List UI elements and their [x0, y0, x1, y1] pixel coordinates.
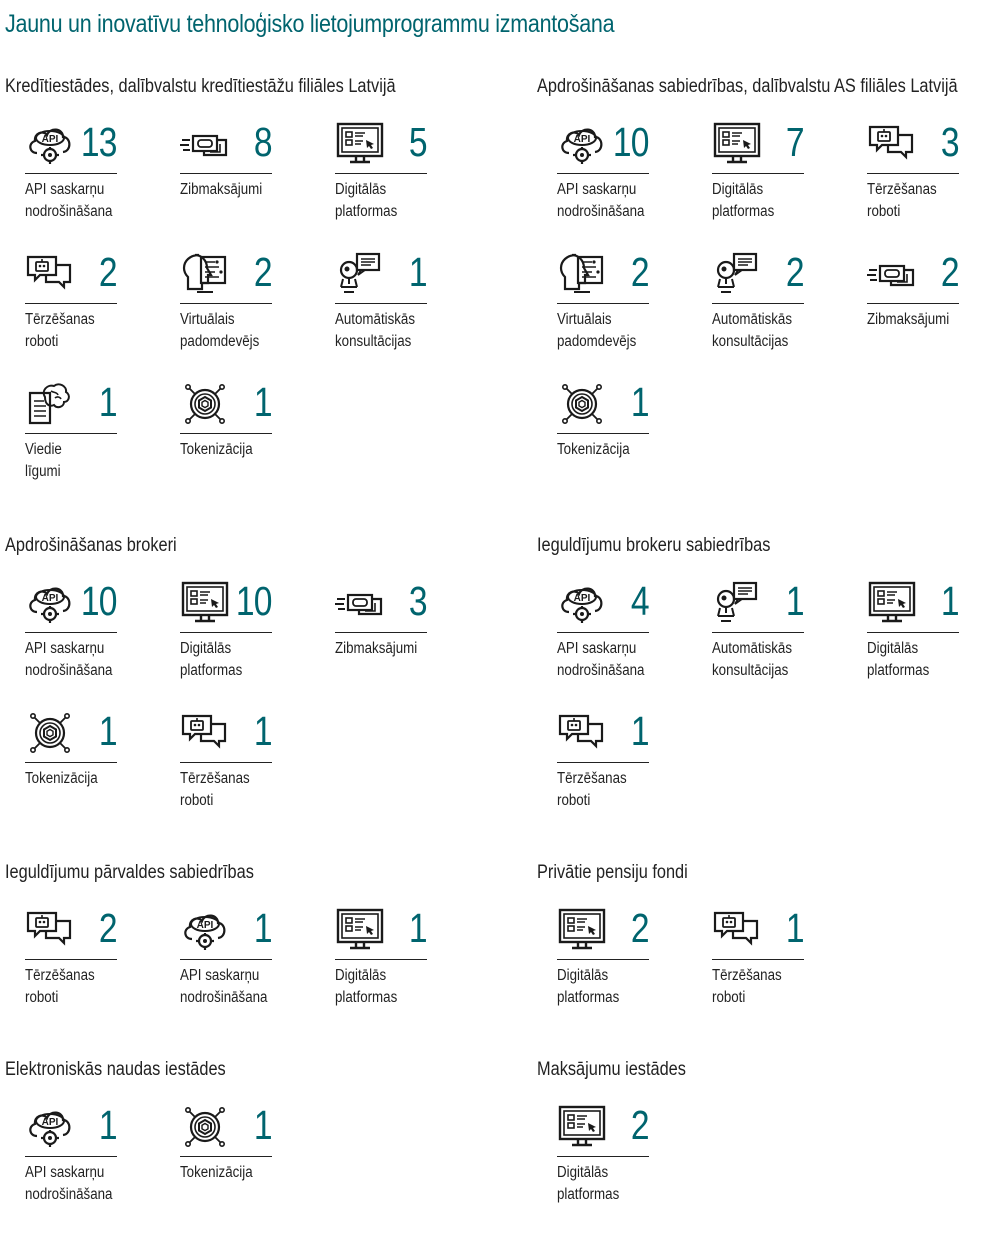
- divider: [557, 959, 649, 960]
- section-title: Ieguldījumu brokeru sabiedrības: [537, 535, 771, 556]
- stat-label: Zibmaksājumi: [335, 640, 418, 657]
- automated-advice-icon: [712, 251, 762, 297]
- api-cloud-icon: [180, 907, 230, 953]
- section-title: Kredītiestādes, dalībvalstu kredītiestāžu filiāles Latvijā: [5, 76, 396, 97]
- virtual-advisor-icon: [180, 251, 230, 297]
- stat-value: 1: [786, 905, 804, 951]
- stat-label: Digitālās platformas: [180, 640, 243, 679]
- virtual-advisor-icon: [557, 251, 607, 297]
- divider: [557, 762, 649, 763]
- section-title: Apdrošināšanas brokeri: [5, 535, 177, 556]
- stat-value: 10: [613, 119, 649, 165]
- tokenization-icon: [25, 710, 75, 756]
- divider: [557, 433, 649, 434]
- stat-label: API saskarņu nodrošināšana: [557, 640, 645, 679]
- stat-label: Virtuālais padomdevējs: [180, 311, 260, 350]
- stat-label: Tokenizācija: [180, 1164, 253, 1181]
- stat-label: Zibmaksājumi: [867, 311, 950, 328]
- automated-advice-icon: [335, 251, 385, 297]
- chatbot-icon: [25, 907, 75, 953]
- stat-label: Automātiskās konsultācijas: [335, 311, 416, 350]
- digital-platform-icon: [712, 121, 762, 167]
- digital-platform-icon: [557, 907, 607, 953]
- stat-value: 1: [254, 379, 272, 425]
- section-title: Apdrošināšanas sabiedrības, dalībvalstu AS filiāles Latvijā: [537, 76, 958, 97]
- stat-label: Digitālās platformas: [712, 181, 775, 220]
- stat-label: Digitālās platformas: [335, 181, 398, 220]
- digital-platform-icon: [867, 580, 917, 626]
- divider: [25, 1156, 117, 1157]
- divider: [180, 632, 272, 633]
- payment-transfer-icon: [180, 121, 230, 167]
- stat-value: 4: [631, 578, 649, 624]
- svg-text:API: API: [41, 593, 59, 604]
- stat-value: 7: [786, 119, 804, 165]
- stat-label: Automātiskās konsultācijas: [712, 640, 793, 679]
- stat-value: 2: [631, 1102, 649, 1148]
- svg-text:API: API: [573, 134, 591, 145]
- stat-label: Tokenizācija: [557, 441, 630, 458]
- divider: [25, 762, 117, 763]
- stat-value: 3: [409, 578, 427, 624]
- payment-transfer-icon: [335, 580, 385, 626]
- stat-value: 2: [786, 249, 804, 295]
- stat-value: 2: [254, 249, 272, 295]
- stat-value: 1: [99, 1102, 117, 1148]
- api-cloud-icon: [557, 121, 607, 167]
- stat-value: 1: [99, 708, 117, 754]
- svg-text:API: API: [573, 593, 591, 604]
- divider: [180, 959, 272, 960]
- stat-label: Tērzēšanas roboti: [25, 967, 95, 1006]
- svg-text:API: API: [196, 920, 214, 931]
- section-title: Ieguldījumu pārvaldes sabiedrības: [5, 862, 254, 883]
- stat-label: Tērzēšanas roboti: [557, 770, 627, 809]
- divider: [867, 173, 959, 174]
- digital-platform-icon: [335, 121, 385, 167]
- divider: [25, 433, 117, 434]
- stat-label: Viedie līgumi: [25, 441, 62, 480]
- stat-value: 2: [631, 249, 649, 295]
- stat-label: Digitālās platformas: [867, 640, 930, 679]
- divider: [712, 303, 804, 304]
- tokenization-icon: [557, 381, 607, 427]
- stat-label: Digitālās platformas: [557, 967, 620, 1006]
- stat-value: 1: [409, 249, 427, 295]
- payment-transfer-icon: [867, 251, 917, 297]
- stat-value: 1: [254, 708, 272, 754]
- stat-value: 5: [409, 119, 427, 165]
- divider: [557, 632, 649, 633]
- api-cloud-icon: [25, 1104, 75, 1150]
- chatbot-icon: [867, 121, 917, 167]
- stat-value: 10: [81, 578, 117, 624]
- svg-text:API: API: [41, 134, 59, 145]
- svg-text:API: API: [41, 1117, 59, 1128]
- divider: [180, 1156, 272, 1157]
- smart-contract-icon: [25, 381, 75, 427]
- stat-value: 2: [941, 249, 959, 295]
- stat-label: Virtuālais padomdevējs: [557, 311, 637, 350]
- stat-value: 1: [409, 905, 427, 951]
- divider: [867, 632, 959, 633]
- stat-label: API saskarņu nodrošināšana: [25, 640, 113, 679]
- digital-platform-icon: [557, 1104, 607, 1150]
- divider: [25, 173, 117, 174]
- tokenization-icon: [180, 1104, 230, 1150]
- divider: [180, 762, 272, 763]
- stat-value: 1: [786, 578, 804, 624]
- divider: [335, 632, 427, 633]
- divider: [867, 303, 959, 304]
- stat-value: 2: [99, 905, 117, 951]
- stat-value: 1: [254, 905, 272, 951]
- chatbot-icon: [557, 710, 607, 756]
- stat-label: Tērzēšanas roboti: [180, 770, 250, 809]
- divider: [335, 959, 427, 960]
- stat-label: API saskarņu nodrošināšana: [557, 181, 645, 220]
- stat-label: Tērzēšanas roboti: [712, 967, 782, 1006]
- stat-value: 1: [941, 578, 959, 624]
- divider: [557, 1156, 649, 1157]
- stat-value: 10: [236, 578, 272, 624]
- divider: [557, 173, 649, 174]
- divider: [712, 632, 804, 633]
- divider: [712, 173, 804, 174]
- divider: [180, 173, 272, 174]
- stat-label: Tokenizācija: [180, 441, 253, 458]
- stat-value: 13: [81, 119, 117, 165]
- section-title: Maksājumu iestādes: [537, 1059, 686, 1080]
- digital-platform-icon: [335, 907, 385, 953]
- divider: [712, 959, 804, 960]
- chatbot-icon: [712, 907, 762, 953]
- stat-value: 1: [99, 379, 117, 425]
- api-cloud-icon: [557, 580, 607, 626]
- divider: [25, 959, 117, 960]
- api-cloud-icon: [25, 121, 75, 167]
- stat-value: 1: [631, 379, 649, 425]
- stat-value: 1: [254, 1102, 272, 1148]
- api-cloud-icon: [25, 580, 75, 626]
- stat-value: 3: [941, 119, 959, 165]
- stat-label: Tokenizācija: [25, 770, 98, 787]
- stat-label: Tērzēšanas roboti: [25, 311, 95, 350]
- divider: [557, 303, 649, 304]
- stat-label: API saskarņu nodrošināšana: [25, 181, 113, 220]
- stat-label: Digitālās platformas: [335, 967, 398, 1006]
- stat-label: Digitālās platformas: [557, 1164, 620, 1203]
- stat-label: API saskarņu nodrošināšana: [25, 1164, 113, 1203]
- automated-advice-icon: [712, 580, 762, 626]
- stat-value: 1: [631, 708, 649, 754]
- divider: [335, 173, 427, 174]
- divider: [335, 303, 427, 304]
- stat-value: 8: [254, 119, 272, 165]
- chatbot-icon: [25, 251, 75, 297]
- section-title: Elektroniskās naudas iestādes: [5, 1059, 226, 1080]
- divider: [25, 303, 117, 304]
- digital-platform-icon: [180, 580, 230, 626]
- divider: [25, 632, 117, 633]
- chatbot-icon: [180, 710, 230, 756]
- stat-label: Zibmaksājumi: [180, 181, 263, 198]
- divider: [180, 303, 272, 304]
- section-title: Privātie pensiju fondi: [537, 862, 688, 883]
- stat-label: API saskarņu nodrošināšana: [180, 967, 268, 1006]
- tokenization-icon: [180, 381, 230, 427]
- divider: [180, 433, 272, 434]
- stat-value: 2: [631, 905, 649, 951]
- stat-value: 2: [99, 249, 117, 295]
- stat-label: Automātiskās konsultācijas: [712, 311, 793, 350]
- stat-label: Tērzēšanas roboti: [867, 181, 937, 220]
- page-title: Jaunu un inovatīvu tehnoloģisko lietojumprogrammu izmantošana: [5, 10, 615, 38]
